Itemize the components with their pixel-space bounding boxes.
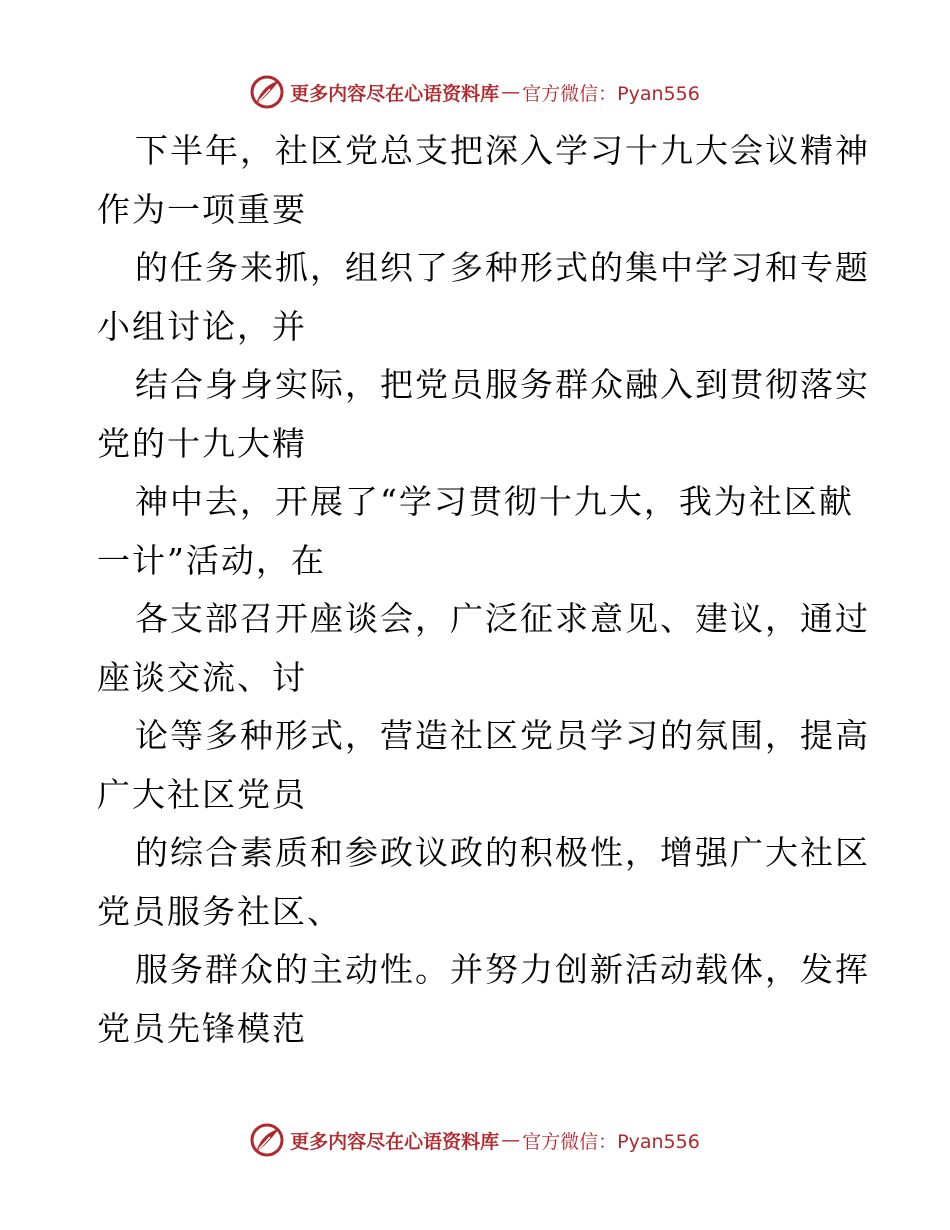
paragraph-line: 座谈交流、讨: [97, 657, 307, 697]
paragraph-line: 下半年，社区党总支把深入学习十九大会议精神: [135, 131, 870, 170]
watermark-wechat-text: 官方微信：Pyan556: [522, 82, 700, 105]
paragraph-line: 一计”活动，在: [97, 540, 326, 580]
watermark-wechat-text: 官方微信：Pyan556: [522, 1130, 700, 1153]
paragraph-line: 党员先锋模范: [97, 1008, 307, 1048]
paragraph-line: 神中去，开展了“学习贯彻十九大，我为社区献: [135, 482, 854, 521]
paragraph-line: 结合身身实际，把党员服务群众融入到贯彻落实: [135, 365, 870, 404]
watermark-site-text: 更多内容尽在心语资料库: [290, 1130, 500, 1153]
header-watermark: [0, 72, 950, 112]
watermark-site-text: 更多内容尽在心语资料库: [290, 82, 500, 105]
feather-quill-logo-icon: [250, 75, 284, 109]
feather-quill-logo-icon: [250, 1123, 284, 1157]
document-body: [97, 122, 870, 1058]
paragraph-line: 各支部召开座谈会，广泛征求意见、建议，通过: [135, 599, 870, 638]
paragraph-line: 作为一项重要: [97, 189, 307, 229]
footer-watermark: [0, 1120, 950, 1160]
paragraph-line: 党的十九大精: [97, 423, 307, 463]
watermark-separator: —: [501, 1129, 521, 1151]
paragraph-line: 的任务来抓，组织了多种形式的集中学习和专题: [135, 248, 870, 287]
paragraph-line: 论等多种形式，营造社区党员学习的氛围，提高: [135, 716, 870, 755]
paragraph-line: 小组讨论，并: [97, 306, 307, 346]
paragraph-line: 的综合素质和参政议政的积极性，增强广大社区: [135, 833, 870, 872]
paragraph-line: 服务群众的主动性。并努力创新活动载体，发挥: [135, 950, 870, 989]
paragraph-line: 广大社区党员: [97, 774, 307, 814]
watermark-separator: —: [501, 81, 521, 103]
paragraph-line: 党员服务社区、: [97, 891, 342, 931]
